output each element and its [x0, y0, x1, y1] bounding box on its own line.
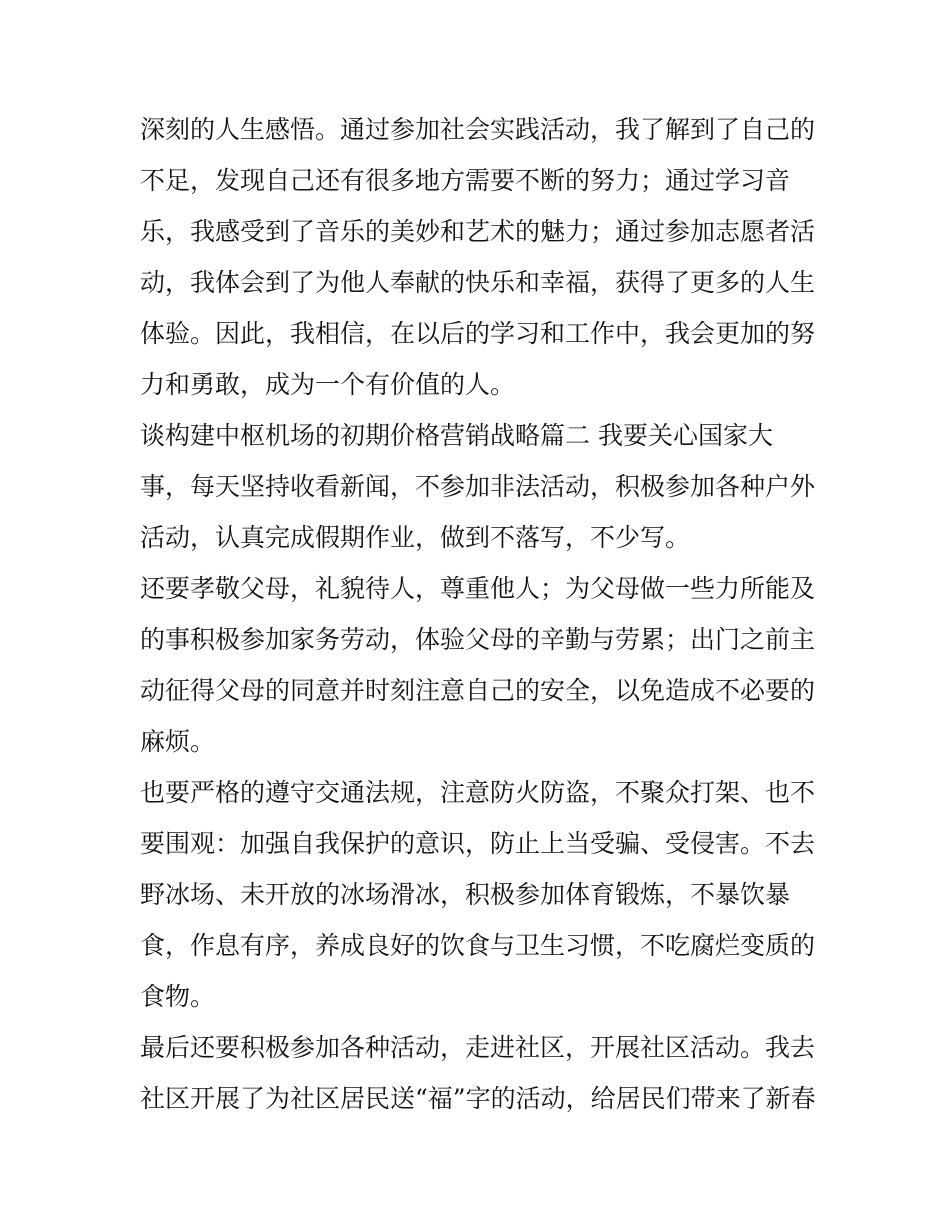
text-line: 食，作息有序，养成良好的饮食与卫生习惯，不吃腐烂变质的: [140, 931, 816, 960]
text-line: 食物。: [140, 982, 216, 1011]
text-line: 深刻的人生感悟。通过参加社会实践活动，我了解到了自己的: [140, 115, 816, 144]
text-line: 体验。因此，我相信，在以后的学习和工作中，我会更加的努: [140, 319, 816, 348]
text-line: 事，每天坚持收看新闻，不参加非法活动，积极参加各种户外: [140, 472, 816, 501]
text-line: 最后还要积极参加各种活动，走进社区，开展社区活动。我去: [140, 1033, 816, 1062]
text-line: 动，我体会到了为他人奉献的快乐和幸福，获得了更多的人生: [140, 268, 816, 297]
text-line: 动征得父母的同意并时刻注意自己的安全，以免造成不必要的: [140, 676, 816, 705]
text-line: 麻烦。: [140, 727, 216, 756]
text-line: 的事积极参加家务劳动，体验父母的辛勤与劳累；出门之前主: [140, 625, 816, 654]
text-line: 社区开展了为社区居民送“福”字的活动，给居民们带来了新春: [140, 1084, 816, 1113]
text-line: 乐，我感受到了音乐的美妙和艺术的魅力；通过参加志愿者活: [140, 217, 816, 246]
section-heading-line: 谈构建中枢机场的初期价格营销战略篇二 我要关心国家大: [140, 421, 773, 450]
text-line: 还要孝敬父母，礼貌待人，尊重他人；为父母做一些力所能及: [140, 574, 816, 603]
text-line: 力和勇敢，成为一个有价值的人。: [140, 370, 516, 399]
text-line: 不足，发现自己还有很多地方需要不断的努力；通过学习音: [140, 166, 791, 195]
text-line: 要围观：加强自我保护的意识，防止上当受骗、受侵害。不去: [140, 829, 816, 858]
text-line: 也要严格的遵守交通法规，注意防火防盗，不聚众打架、也不: [140, 778, 816, 807]
document-body: [140, 104, 820, 1124]
text-line: 活动，认真完成假期作业，做到不落写，不少写。: [140, 523, 691, 552]
text-line: 野冰场、未开放的冰场滑冰，积极参加体育锻炼，不暴饮暴: [140, 880, 791, 909]
